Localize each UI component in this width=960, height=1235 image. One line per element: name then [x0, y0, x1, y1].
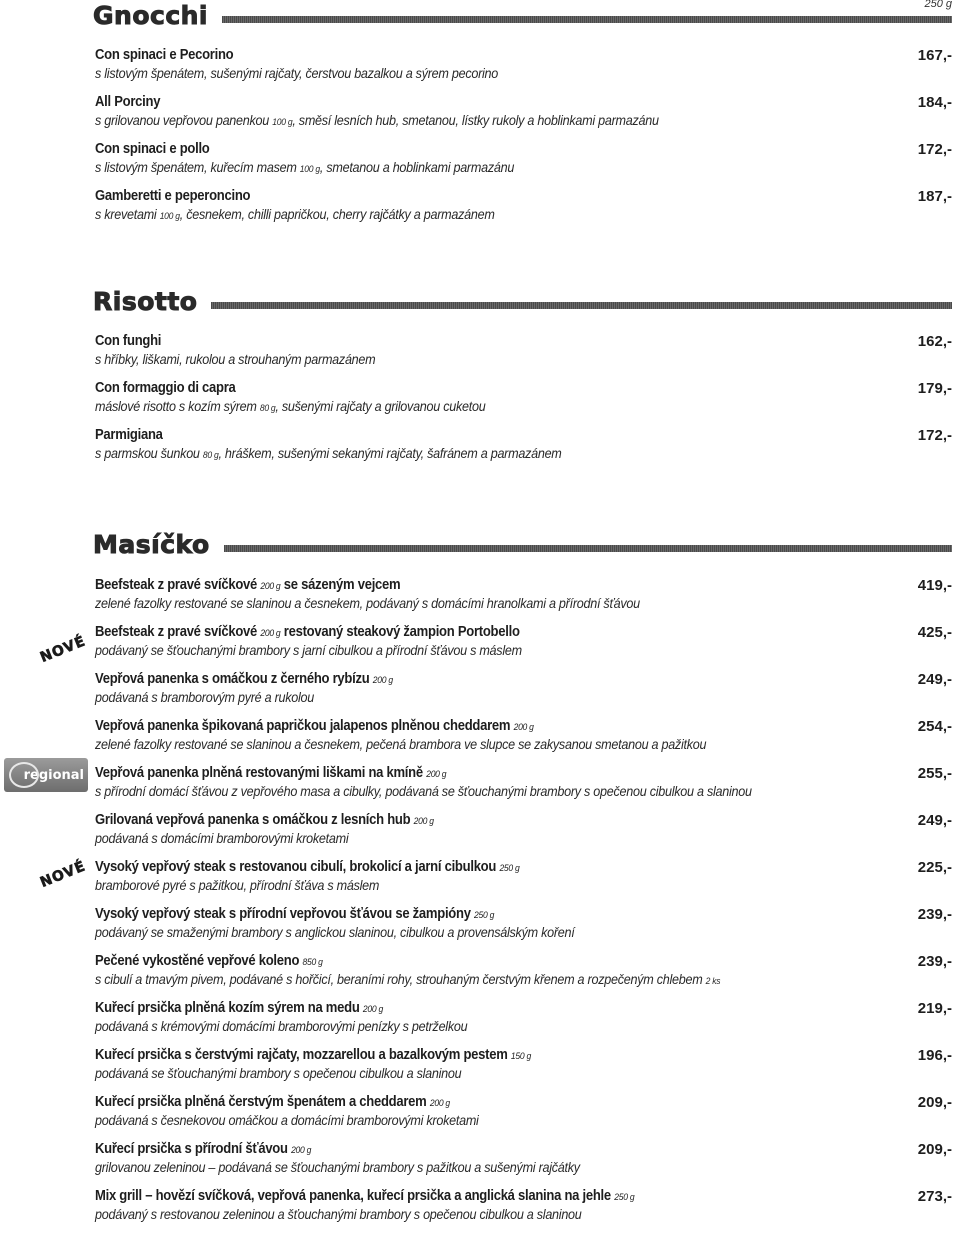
menu-item [95, 765, 952, 802]
item-name-rest: se sázeným vejcem [280, 577, 401, 593]
menu-item [95, 953, 952, 990]
menu-item [95, 671, 952, 708]
item-name [95, 671, 866, 689]
item-price: 187,- [917, 188, 952, 205]
item-description [95, 206, 866, 225]
item-name-text: Vysoký vepřový steak s přírodní vepřovou šťávou se žampióny [95, 906, 475, 922]
menu-item [95, 188, 952, 225]
item-description [95, 1065, 866, 1084]
item-desc-text: s přírodní domácí šťávou z vepřového masa a cibulky, podávaná se šťouchanými brambory s opečenou cibulkou a slaninou [95, 783, 752, 799]
menu-item [95, 906, 952, 943]
section-title: Masíčko [93, 529, 210, 559]
item-weight: 250 g [474, 910, 495, 921]
item-name [95, 1188, 866, 1206]
item-desc-text: s listovým špenátem, sušenými rajčaty, čerstvou bazalkou a sýrem pecorino [95, 65, 499, 81]
item-desc-pre: s grilovanou vepřovou panenkou [95, 112, 273, 128]
item-price: 209,- [917, 1094, 952, 1111]
menu-item [95, 577, 952, 614]
item-price: 179,- [917, 380, 952, 397]
item-price: 249,- [917, 671, 952, 688]
masicko-list [95, 577, 952, 1235]
item-description [95, 1159, 866, 1178]
item-price: 219,- [917, 1000, 952, 1017]
item-price: 184,- [917, 94, 952, 111]
section-title: Gnocchi [93, 0, 208, 30]
item-desc-text: grilovanou zeleninou – podávaná se šťouchanými brambory s pažitkou a sušenými rajčátky [95, 1159, 580, 1175]
item-description [95, 159, 866, 178]
new-badge: NOVÉ [38, 633, 89, 666]
item-desc-text: podávaný s restovanou zeleninou a šťouchanými brambory s opečenou cibulkou a slaninou [95, 1206, 582, 1222]
item-weight: 250 g [614, 1192, 635, 1203]
menu-item [95, 1141, 952, 1178]
item-name-text: Mix grill – hovězí svíčková, vepřová panenka, kuřecí prsička a anglická slanina na jehle [95, 1188, 615, 1204]
item-name-text: Con formaggio di capra [95, 380, 236, 396]
item-name-text: Con spinaci e pollo [95, 141, 210, 157]
item-price: 172,- [917, 141, 952, 158]
item-name-text: Con funghi [95, 333, 162, 349]
item-desc-text: zelené fazolky restované se slaninou a česnekem, podávaný s domácími hranolkami a přírodní šťávou [95, 595, 640, 611]
item-desc-text: , česnekem, chilli papričkou, cherry rajčátky a parmazánem [179, 206, 495, 222]
item-price: 239,- [917, 953, 952, 970]
item-weight: 200 g [372, 675, 393, 686]
item-name-text: Pečené vykostěné vepřové koleno [95, 953, 303, 969]
gnocchi-list [95, 47, 952, 235]
item-weight: 250 g [499, 863, 520, 874]
item-desc-text: , smetanou a hoblinkami parmazánu [319, 159, 515, 175]
item-price: 239,- [917, 906, 952, 923]
item-desc-weight: 2 ks [705, 976, 721, 987]
item-name [95, 953, 866, 971]
menu-item [95, 333, 952, 370]
item-description [95, 642, 866, 661]
item-desc-pre: s krevetami [95, 206, 160, 222]
item-price: 225,- [917, 859, 952, 876]
item-desc-text: , směsí lesních hub, smetanou, lístky rukoly a hoblinkami parmazánu [292, 112, 659, 128]
menu-item [95, 859, 952, 896]
section-divider [222, 16, 952, 23]
item-desc-pre: s listovým špenátem, kuřecím masem [95, 159, 300, 175]
item-desc-text: , sušenými rajčaty a grilovanou cuketou [275, 398, 486, 414]
menu-item [95, 1188, 952, 1225]
item-desc-text: zelené fazolky restované se slaninou a česnekem, pečená brambora ve slupce se zakysanou smetanou a pažitkou [95, 736, 707, 752]
item-description [95, 924, 866, 943]
regional-label: regional [23, 767, 84, 783]
item-name [95, 333, 866, 351]
item-weight: 200 g [429, 1098, 450, 1109]
item-name [95, 1141, 866, 1159]
portion-weight: 250 g [924, 0, 952, 10]
item-name-text: Beefsteak z pravé svíčkové [95, 577, 261, 593]
risotto-list [95, 333, 952, 474]
item-name-text: Kuřecí prsička plněná kozím sýrem na medu [95, 1000, 363, 1016]
item-desc-text: podávaný se šťouchanými brambory s jarní cibulkou a přírodní šťávou s máslem [95, 642, 522, 658]
item-name-text: All Porciny [95, 94, 161, 110]
item-desc-weight: 100 g [159, 211, 180, 222]
item-name [95, 577, 866, 595]
item-description [95, 736, 866, 755]
item-price: 255,- [917, 765, 952, 782]
item-name [95, 380, 866, 398]
item-desc-weight: 80 g [259, 403, 276, 414]
item-description [95, 65, 866, 84]
item-description [95, 445, 866, 464]
item-price: 162,- [917, 333, 952, 350]
item-description [95, 1112, 866, 1131]
item-name-text: Con spinaci e Pecorino [95, 47, 234, 63]
item-name [95, 1047, 866, 1065]
menu-item [95, 718, 952, 755]
item-name [95, 94, 866, 112]
menu-item [95, 380, 952, 417]
item-desc-text: podávaná se šťouchanými brambory s opečenou cibulkou a slaninou [95, 1065, 462, 1081]
item-weight: 200 g [260, 581, 281, 592]
item-name-text: Kuřecí prsička s přírodní šťávou [95, 1141, 292, 1157]
section-header-masicko [93, 529, 952, 559]
item-name [95, 718, 866, 736]
section-divider [211, 302, 952, 309]
item-price: 209,- [917, 1141, 952, 1158]
regional-badge [4, 758, 88, 792]
item-name [95, 427, 866, 445]
item-description [95, 351, 866, 370]
item-desc-text: podávaná s bramborovým pyré a rukolou [95, 689, 315, 705]
item-price: 172,- [917, 427, 952, 444]
item-desc-weight: 100 g [299, 164, 320, 175]
item-name [95, 141, 866, 159]
item-name-text: Parmigiana [95, 427, 163, 443]
menu-item [95, 812, 952, 849]
item-weight: 150 g [510, 1051, 531, 1062]
item-description [95, 971, 866, 990]
item-name [95, 1094, 866, 1112]
item-name-text: Vepřová panenka plněná restovanými liškami na kmíně [95, 765, 427, 781]
item-name-text: Beefsteak z pravé svíčkové [95, 624, 261, 640]
regional-logo-icon [9, 762, 39, 788]
item-name-text: Gamberetti e peperoncino [95, 188, 251, 204]
item-description [95, 783, 866, 802]
item-weight: 200 g [513, 722, 534, 733]
item-description [95, 398, 866, 417]
menu-item [95, 427, 952, 464]
item-price: 419,- [917, 577, 952, 594]
item-name-text: Vysoký vepřový steak s restovanou cibulí, brokolicí a jarní cibulkou [95, 859, 500, 875]
item-weight: 200 g [426, 769, 447, 780]
item-weight: 850 g [302, 957, 323, 968]
item-desc-text: podávaný se smaženými brambory s anglickou slaninou, cibulkou a provensálským koření [95, 924, 575, 940]
item-name [95, 906, 866, 924]
menu-item [95, 624, 952, 661]
item-desc-pre: s cibulí a tmavým pivem, podávané s hořčicí, beraními rohy, strouhaným čerstvým křenem a rozpečeným chlebem [95, 971, 706, 987]
menu-item [95, 1094, 952, 1131]
item-name-rest: restovaný steakový žampion Portobello [280, 624, 520, 640]
menu-item [95, 94, 952, 131]
item-price: 249,- [917, 812, 952, 829]
item-desc-weight: 100 g [272, 117, 293, 128]
menu-item [95, 1047, 952, 1084]
item-description [95, 877, 866, 896]
item-price: 425,- [917, 624, 952, 641]
menu-item [95, 141, 952, 178]
item-name-text: Grilovaná vepřová panenka s omáčkou z lesních hub [95, 812, 414, 828]
item-name-text: Vepřová panenka s omáčkou z černého rybízu [95, 671, 373, 687]
item-desc-pre: s parmskou šunkou [95, 445, 203, 461]
item-weight: 200 g [260, 628, 281, 639]
section-header-risotto [93, 286, 952, 316]
item-description [95, 595, 866, 614]
item-name-text: Kuřecí prsička s čerstvými rajčaty, mozzarellou a bazalkovým pestem [95, 1047, 511, 1063]
item-description [95, 830, 866, 849]
item-price: 167,- [917, 47, 952, 64]
item-weight: 200 g [413, 816, 434, 827]
item-price: 196,- [917, 1047, 952, 1064]
item-name [95, 765, 866, 783]
item-desc-text: podávaná s česnekovou omáčkou a domácími bramborovými kroketami [95, 1112, 479, 1128]
item-desc-text: podávaná s domácími bramborovými kroketami [95, 830, 349, 846]
item-description [95, 112, 866, 131]
item-desc-text: podávaná s krémovými domácími bramborovými penízky s petrželkou [95, 1018, 468, 1034]
item-name [95, 859, 866, 877]
item-desc-pre: máslové risotto s kozím sýrem [95, 398, 260, 414]
item-name [95, 812, 866, 830]
item-name [95, 188, 866, 206]
section-divider [224, 545, 952, 552]
item-name [95, 47, 866, 65]
item-desc-weight: 80 g [202, 450, 219, 461]
item-name [95, 1000, 866, 1018]
item-name-text: Vepřová panenka špikovaná papričkou jalapenos plněnou cheddarem [95, 718, 514, 734]
item-price: 273,- [917, 1188, 952, 1205]
item-description [95, 1206, 866, 1225]
item-desc-text: , hráškem, sušenými sekanými rajčaty, šafránem a parmazánem [218, 445, 562, 461]
menu-item [95, 1000, 952, 1037]
section-header-gnocchi [93, 0, 952, 30]
item-description [95, 1018, 866, 1037]
new-badge: NOVÉ [38, 858, 89, 891]
item-desc-text: bramborové pyré s pažitkou, přírodní šťáva s máslem [95, 877, 380, 893]
item-description [95, 689, 866, 708]
section-title: Risotto [93, 286, 198, 316]
item-price: 254,- [917, 718, 952, 735]
item-desc-text: s hříbky, liškami, rukolou a strouhaným parmazánem [95, 351, 376, 367]
item-weight: 200 g [362, 1004, 383, 1015]
menu-item [95, 47, 952, 84]
item-weight: 200 g [291, 1145, 312, 1156]
item-name-text: Kuřecí prsička plněná čerstvým špenátem a cheddarem [95, 1094, 430, 1110]
item-name [95, 624, 866, 642]
